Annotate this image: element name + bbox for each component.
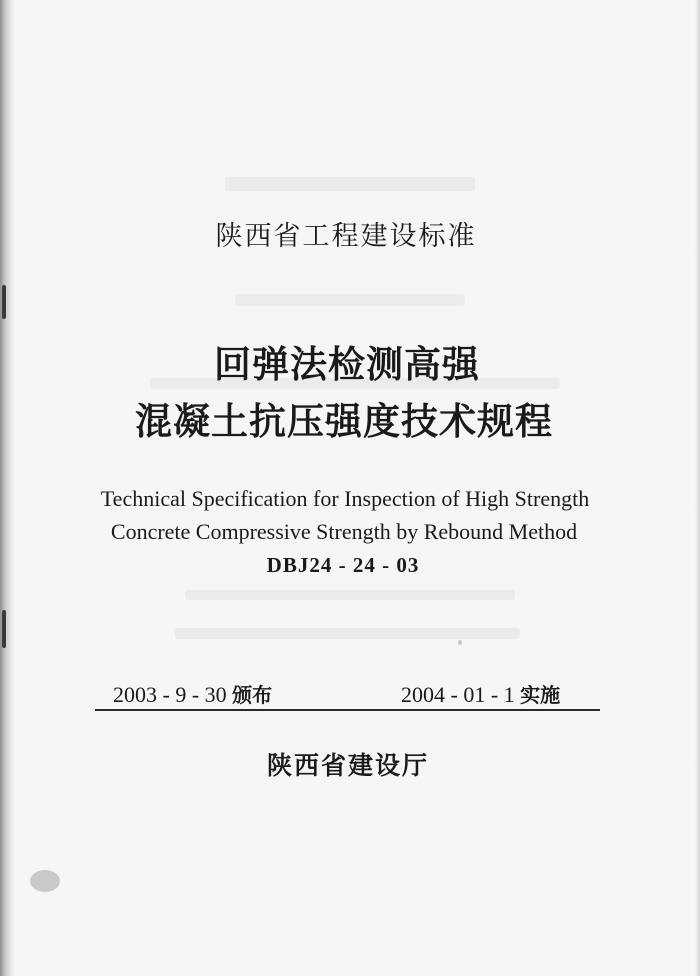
effective-date-label: 实施 — [520, 683, 561, 707]
publisher: 陕西省建设厅 — [266, 751, 429, 780]
show-through — [175, 628, 520, 639]
title-cn-line-1: 回弹法检测高强 — [214, 343, 480, 386]
binding-staple — [2, 285, 6, 319]
issue-date-value: 2003 - 9 - 30 — [113, 682, 233, 707]
issue-date-label: 颁布 — [232, 683, 273, 707]
show-through — [185, 590, 515, 600]
title-en-line-2: Concrete Compressive Strength by Rebound Method — [110, 519, 578, 544]
title-cn-line-2: 混凝土抗压强度技术规程 — [135, 400, 553, 443]
title-en-line-1: Technical Specification for Inspection of High Strength — [100, 486, 590, 511]
paper-stain — [30, 870, 60, 892]
paper-speck — [458, 640, 462, 645]
page-edge — [695, 0, 700, 976]
date-rule — [95, 679, 600, 711]
standard-category: 陕西省工程建设标准 — [215, 221, 477, 252]
effective-date — [401, 679, 560, 708]
standard-code: DBJ24 - 24 - 03 — [266, 553, 420, 577]
show-through — [225, 177, 475, 191]
issue-date — [113, 679, 272, 708]
show-through — [235, 294, 465, 306]
effective-date-value: 2004 - 01 - 1 — [401, 682, 521, 707]
binding-staple — [2, 610, 6, 648]
